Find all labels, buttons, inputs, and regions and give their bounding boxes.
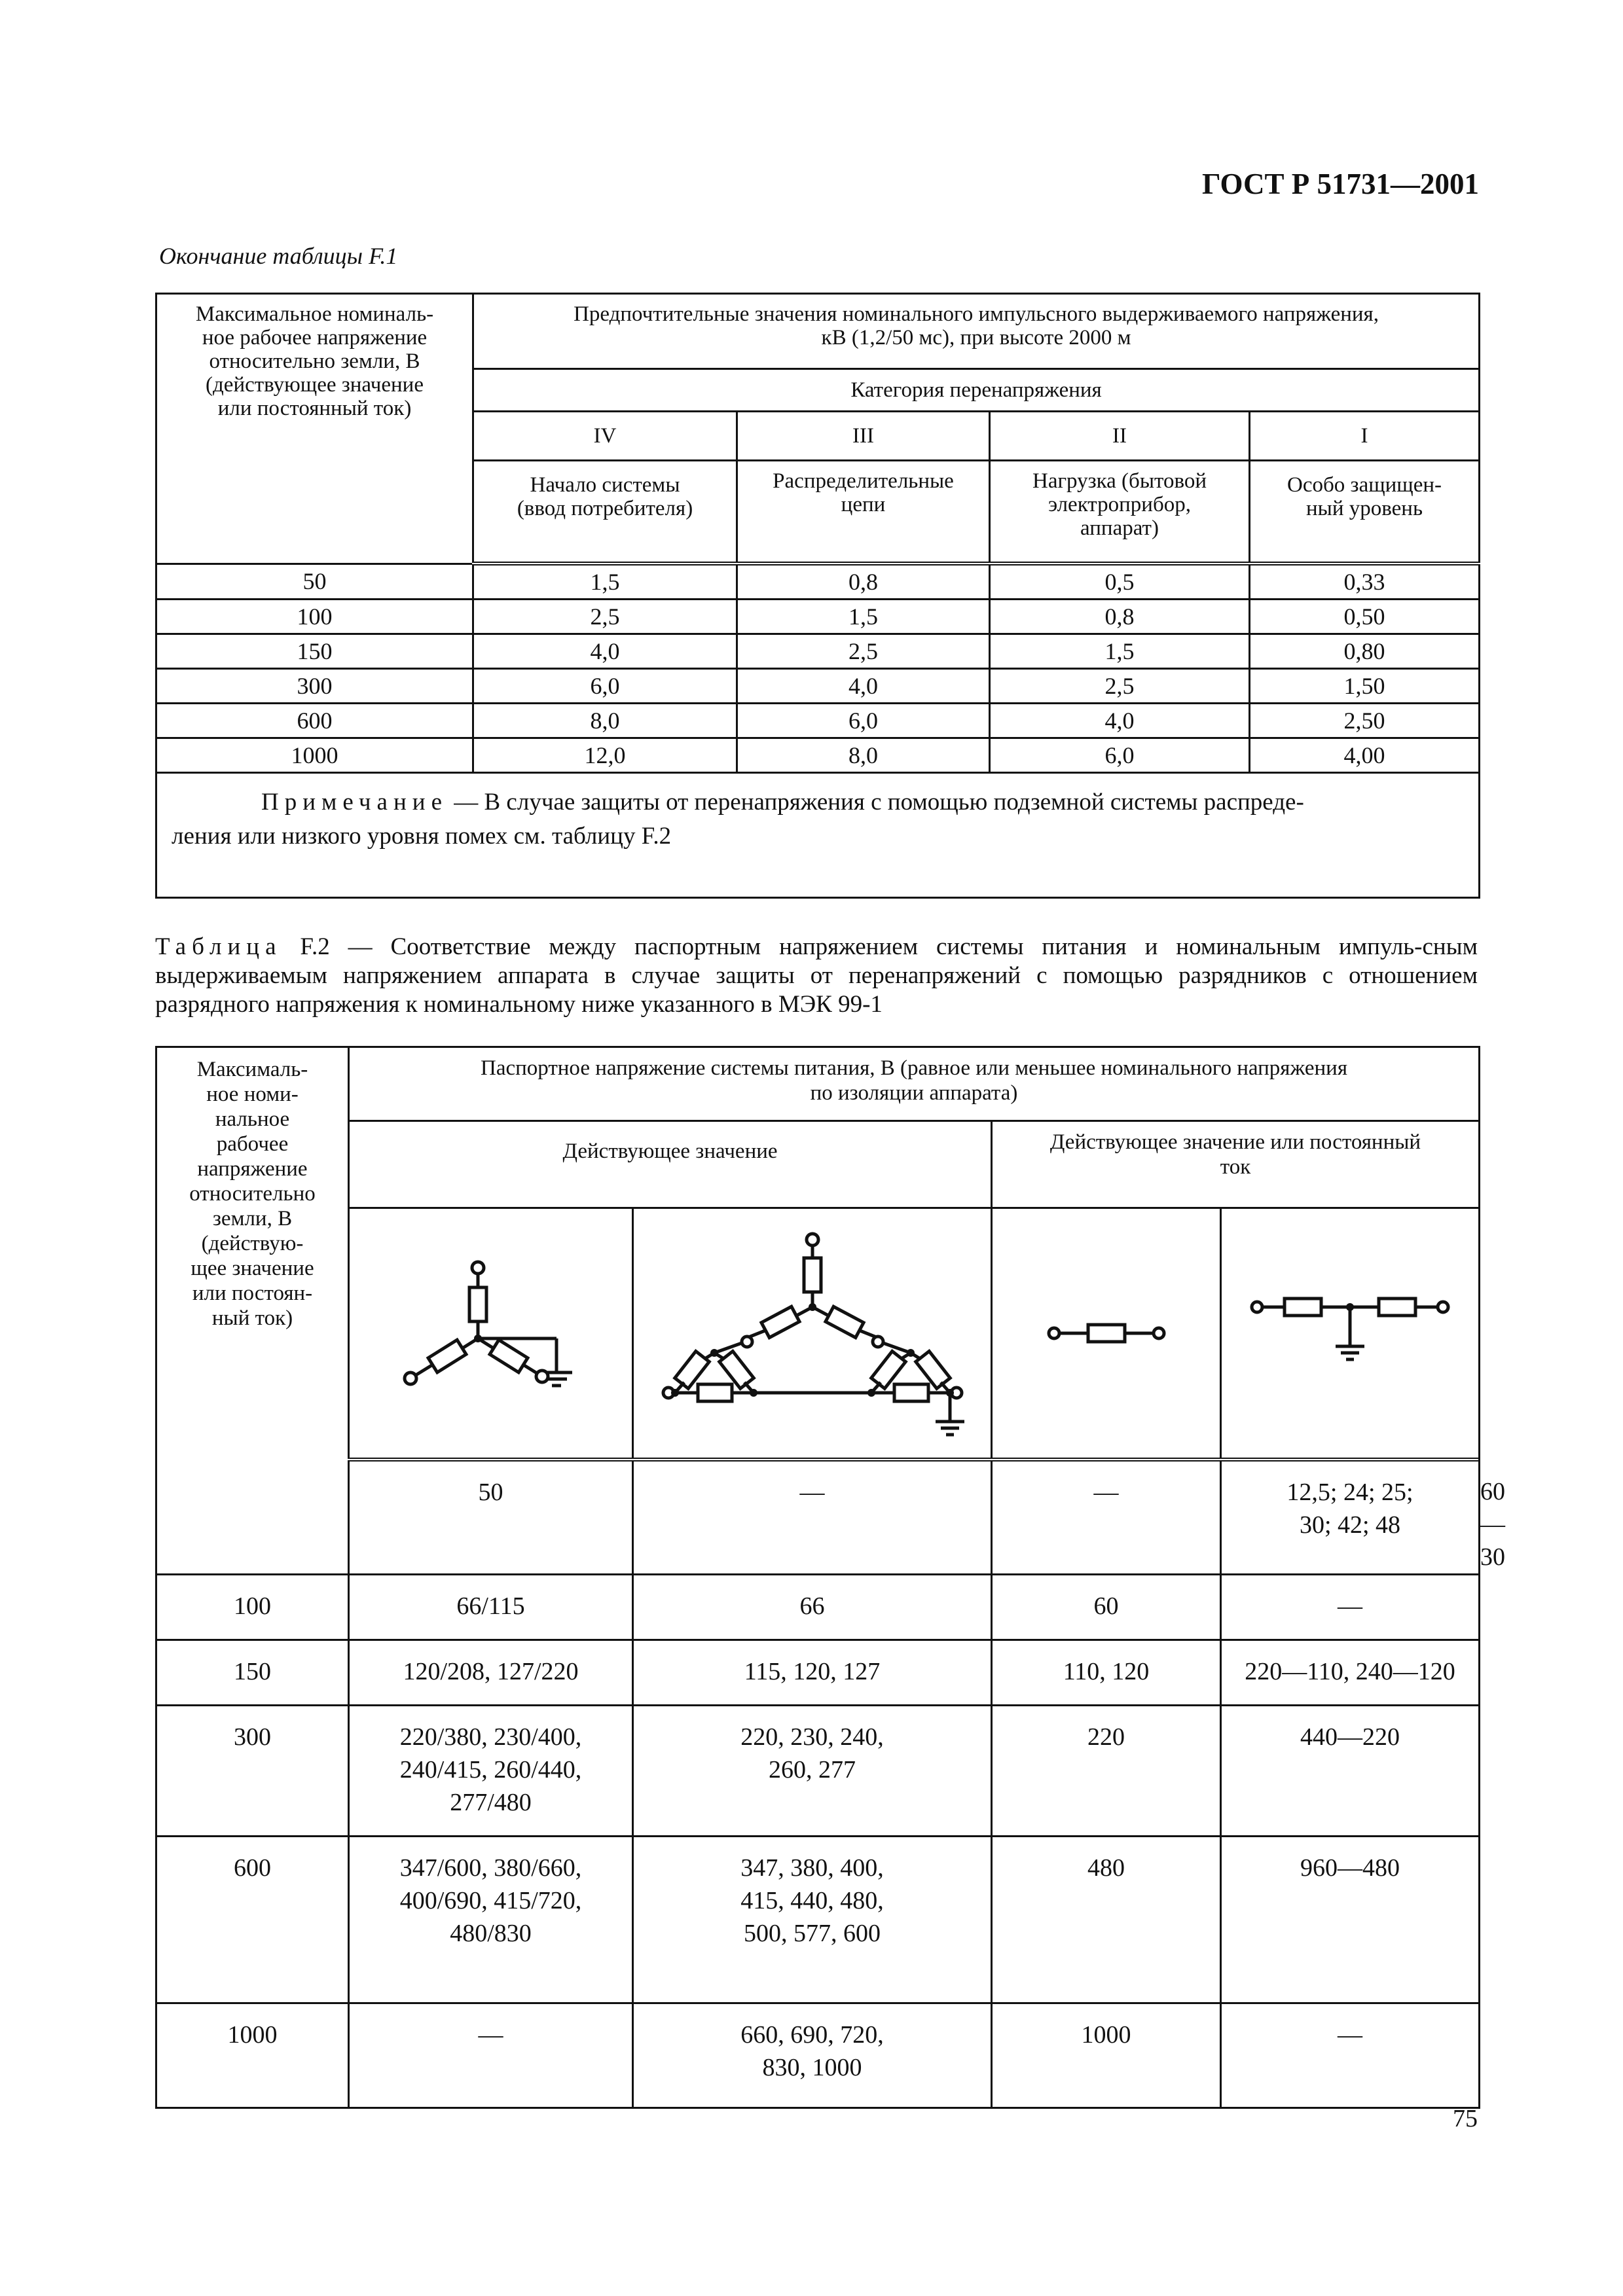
header-line: (действую- — [201, 1232, 304, 1255]
table2-col0-header — [156, 1047, 349, 1575]
value-cell — [992, 1640, 1221, 1705]
table-f2 — [155, 1046, 1505, 2109]
category-i: I — [1250, 412, 1480, 461]
header-line: нальное — [215, 1107, 290, 1131]
value-cell: 1,50 — [1250, 669, 1480, 704]
value-line: 400/690, 415/720, — [399, 1886, 582, 1914]
voltage-cell: 150 — [156, 1640, 349, 1705]
note-line — [172, 785, 1464, 819]
single-resistor-diagram — [1041, 1314, 1172, 1353]
value-cell: 1,5 — [990, 634, 1250, 669]
voltage-cell: 600 — [156, 1836, 349, 2003]
header-line: напряжение — [197, 1157, 308, 1181]
header-line: по изоляции аппарата) — [810, 1081, 1018, 1105]
table-row — [156, 1836, 1480, 2003]
value-cell: 1,5 — [737, 600, 990, 634]
header-line: или постоян- — [192, 1282, 313, 1305]
value-line: 12,5; 24; 25; — [1286, 1479, 1413, 1506]
document-code: ГОСТ Р 51731—2001 — [1201, 168, 1479, 200]
voltage-cell: 1000 — [156, 738, 473, 773]
table-row — [156, 669, 1480, 704]
value-line: 110, 120 — [1063, 1657, 1150, 1685]
value-line: 220 — [1087, 1723, 1125, 1751]
value-cell: 8,0 — [473, 704, 737, 738]
value-line: 120/208, 127/220 — [403, 1657, 579, 1685]
category-iv: IV — [473, 412, 737, 461]
value-cell: 4,0 — [990, 704, 1250, 738]
table1-main-header — [473, 294, 1480, 369]
value-cell: 0,33 — [1250, 564, 1480, 600]
value-cell — [633, 1574, 992, 1640]
table-row: 50 — — 12,5; 24; 25; 30; 42; 48 60—30 — [156, 1460, 1480, 1574]
desc-line: (ввод потребителя) — [517, 497, 693, 520]
caption-label: Таблица — [155, 933, 282, 960]
value-line: 347, 380, 400, — [740, 1854, 884, 1882]
value-line: 480 — [1087, 1854, 1125, 1882]
value-cell — [1221, 2003, 1480, 2108]
table-row — [156, 634, 1480, 669]
value-cell: 1,5 — [473, 564, 737, 600]
rms-dc-header — [992, 1121, 1480, 1208]
voltage-cell: 300 — [156, 669, 473, 704]
table-row — [156, 564, 1480, 600]
desc-line: Особо защищен- — [1287, 473, 1442, 497]
value-line: 260, 277 — [769, 1755, 856, 1784]
value-cell: 12,0 — [473, 738, 737, 773]
star-connection-diagram — [393, 1255, 589, 1412]
value-cell: 4,00 — [1250, 738, 1480, 773]
value-cell: 0,50 — [1250, 600, 1480, 634]
header-line: или постоянный ток) — [217, 397, 412, 420]
value-cell: 6,0 — [473, 669, 737, 704]
value-line: 220, 230, 240, — [740, 1723, 884, 1751]
desc-line: аппарат) — [1080, 516, 1159, 540]
table-row — [156, 1705, 1480, 1836]
value-cell: 0,8 — [737, 564, 990, 600]
desc-line: Начало системы — [530, 473, 680, 497]
value-line: 220/380, 230/400, — [399, 1723, 582, 1751]
value-line: 66 — [799, 1592, 825, 1620]
header-line: рабочее — [216, 1132, 289, 1156]
table-row — [156, 1640, 1480, 1705]
category-iv-desc — [473, 461, 737, 564]
value-line: 220—110, 240—120 — [1245, 1657, 1455, 1685]
voltage-cell: 50 — [156, 564, 473, 600]
value-line: 60 — [1093, 1592, 1119, 1620]
voltage-cell: 1000 — [156, 2003, 349, 2108]
value-cell — [349, 1836, 633, 2003]
value-cell: 4,0 — [737, 669, 990, 704]
value-cell: 6,0 — [737, 704, 990, 738]
desc-line: Распределительные — [773, 469, 954, 493]
value-line: 440—220 — [1300, 1723, 1400, 1751]
value-cell: 2,50 — [1250, 704, 1480, 738]
value-line: — — [799, 1479, 825, 1506]
rms-header: Действующее значение — [349, 1121, 992, 1208]
table-row — [156, 738, 1480, 773]
header-line: (действующее значение — [206, 373, 424, 397]
caption-text: F.2 — Соответствие между паспортным напряжением системы питания и номинальным импуль-сным выдерживаемым напряжением аппарата в случае защиты от перенапряжений с помощью разрядников с отношением разрядного напряжения к номинальному ниже указанного в МЭК 99-1 — [155, 933, 1478, 1018]
desc-line: Нагрузка (бытовой — [1032, 469, 1207, 493]
value-cell — [633, 1705, 992, 1836]
category-ii: II — [990, 412, 1250, 461]
table1-note — [156, 773, 1480, 898]
value-cell — [349, 1705, 633, 1836]
value-line: 830, 1000 — [762, 2053, 862, 2081]
desc-line: цепи — [841, 493, 886, 516]
value-cell: 0,5 — [990, 564, 1250, 600]
header-line: Паспортное напряжение системы питания, В (равное или меньшее номинального напряжения — [481, 1056, 1347, 1080]
value-line: 415, 440, 480, — [740, 1886, 884, 1914]
value-cell: 0,80 — [1250, 634, 1480, 669]
table1-caption: Окончание таблицы F.1 — [159, 243, 398, 269]
desc-line: ный уровень — [1306, 497, 1423, 520]
header-line: земли, В — [212, 1207, 293, 1230]
table-row — [156, 1574, 1480, 1640]
note-line: ления или низкого уровня помех см. таблицу F.2 — [172, 823, 672, 850]
table1-category-header: Категория перенапряжения — [473, 369, 1480, 412]
value-line: 1000 — [1081, 2020, 1131, 2049]
value-cell — [1221, 1836, 1480, 2003]
header-line: ное номи- — [206, 1083, 299, 1106]
value-cell — [1221, 1640, 1480, 1705]
value-line: — — [1093, 1479, 1119, 1506]
note-label: Примечание — [261, 789, 448, 816]
header-line: щее значение — [191, 1257, 314, 1280]
table-row — [156, 2003, 1480, 2108]
header-line: Предпочтительные значения номинального импульсного выдерживаемого напряжения, — [574, 302, 1379, 326]
value-cell: 2,5 — [473, 600, 737, 634]
page-number: 75 — [1453, 2105, 1478, 2132]
voltage-cell: 50 — [349, 1460, 633, 1574]
diagram-cell-single — [992, 1208, 1221, 1460]
table1-col0-header — [156, 294, 473, 564]
value-cell — [633, 2003, 992, 2108]
delta-connection-diagram — [649, 1225, 976, 1441]
value-cell — [349, 1574, 633, 1640]
value-cell — [1221, 1705, 1480, 1836]
header-line: Максималь- — [196, 1058, 308, 1081]
note-text: — В случае защиты от перенапряжения с помощью подземной системы распреде- — [448, 789, 1304, 816]
value-cell: 8,0 — [737, 738, 990, 773]
diagram-cell-tee — [1221, 1208, 1480, 1460]
tee-network-diagram — [1245, 1287, 1455, 1379]
header-line: относительно — [189, 1182, 316, 1206]
category-iii-desc — [737, 461, 990, 564]
value-cell — [633, 1640, 992, 1705]
value-line: 960—480 — [1300, 1854, 1400, 1882]
category-ii-desc — [990, 461, 1250, 564]
value-cell — [1221, 1460, 1480, 1574]
table2-caption — [155, 933, 1478, 1019]
value-line: 500, 577, 600 — [744, 1919, 881, 1947]
value-line: — — [478, 2020, 503, 2049]
value-cell — [349, 1640, 633, 1705]
category-iii: III — [737, 412, 990, 461]
voltage-cell: 300 — [156, 1705, 349, 1836]
value-cell — [992, 1574, 1221, 1640]
value-line: — — [1338, 2020, 1362, 2049]
value-cell — [992, 1705, 1221, 1836]
value-cell — [633, 1460, 992, 1574]
value-cell: 2,5 — [990, 669, 1250, 704]
diagram-cell-star — [349, 1208, 633, 1460]
voltage-cell: 100 — [156, 1574, 349, 1640]
voltage-cell: 600 — [156, 704, 473, 738]
header-line: ный ток) — [211, 1306, 293, 1330]
value-cell: 4,0 — [473, 634, 737, 669]
value-cell — [1221, 1574, 1480, 1640]
value-cell — [992, 1460, 1221, 1574]
value-cell: 0,8 — [990, 600, 1250, 634]
value-cell: 2,5 — [737, 634, 990, 669]
table2-main-header — [349, 1047, 1480, 1121]
header-line: кВ (1,2/50 мс), при высоте 2000 м — [821, 326, 1131, 350]
header-line: ное рабочее напряжение — [202, 326, 428, 350]
diagram-cell-delta — [633, 1208, 992, 1460]
desc-line: электроприбор, — [1048, 493, 1191, 516]
table-row — [156, 704, 1480, 738]
value-cell — [992, 2003, 1221, 2108]
header-line: Максимальное номиналь- — [195, 302, 434, 326]
value-cell: 6,0 — [990, 738, 1250, 773]
header-line: относительно земли, В — [209, 350, 420, 373]
value-line: 240/415, 260/440, — [399, 1755, 582, 1784]
value-line: — — [1338, 1592, 1362, 1620]
value-line: 660, 690, 720, — [740, 2020, 884, 2049]
value-line: 115, 120, 127 — [744, 1657, 881, 1685]
header-line: ток — [1220, 1155, 1251, 1179]
header-line: Действующее значение или постоянный — [1049, 1130, 1421, 1154]
value-line: 66/115 — [456, 1592, 525, 1620]
value-line: 347/600, 380/660, — [399, 1854, 582, 1882]
value-cell — [992, 1836, 1221, 2003]
value-line: 277/480 — [450, 1788, 532, 1816]
value-line: 30; 42; 48 — [1299, 1511, 1401, 1539]
table-row — [156, 600, 1480, 634]
value-cell — [633, 1836, 992, 2003]
table-f1 — [155, 293, 1480, 899]
value-line: 480/830 — [450, 1919, 532, 1947]
voltage-cell: 100 — [156, 600, 473, 634]
category-i-desc — [1250, 461, 1480, 564]
value-cell — [349, 2003, 633, 2108]
voltage-cell: 150 — [156, 634, 473, 669]
